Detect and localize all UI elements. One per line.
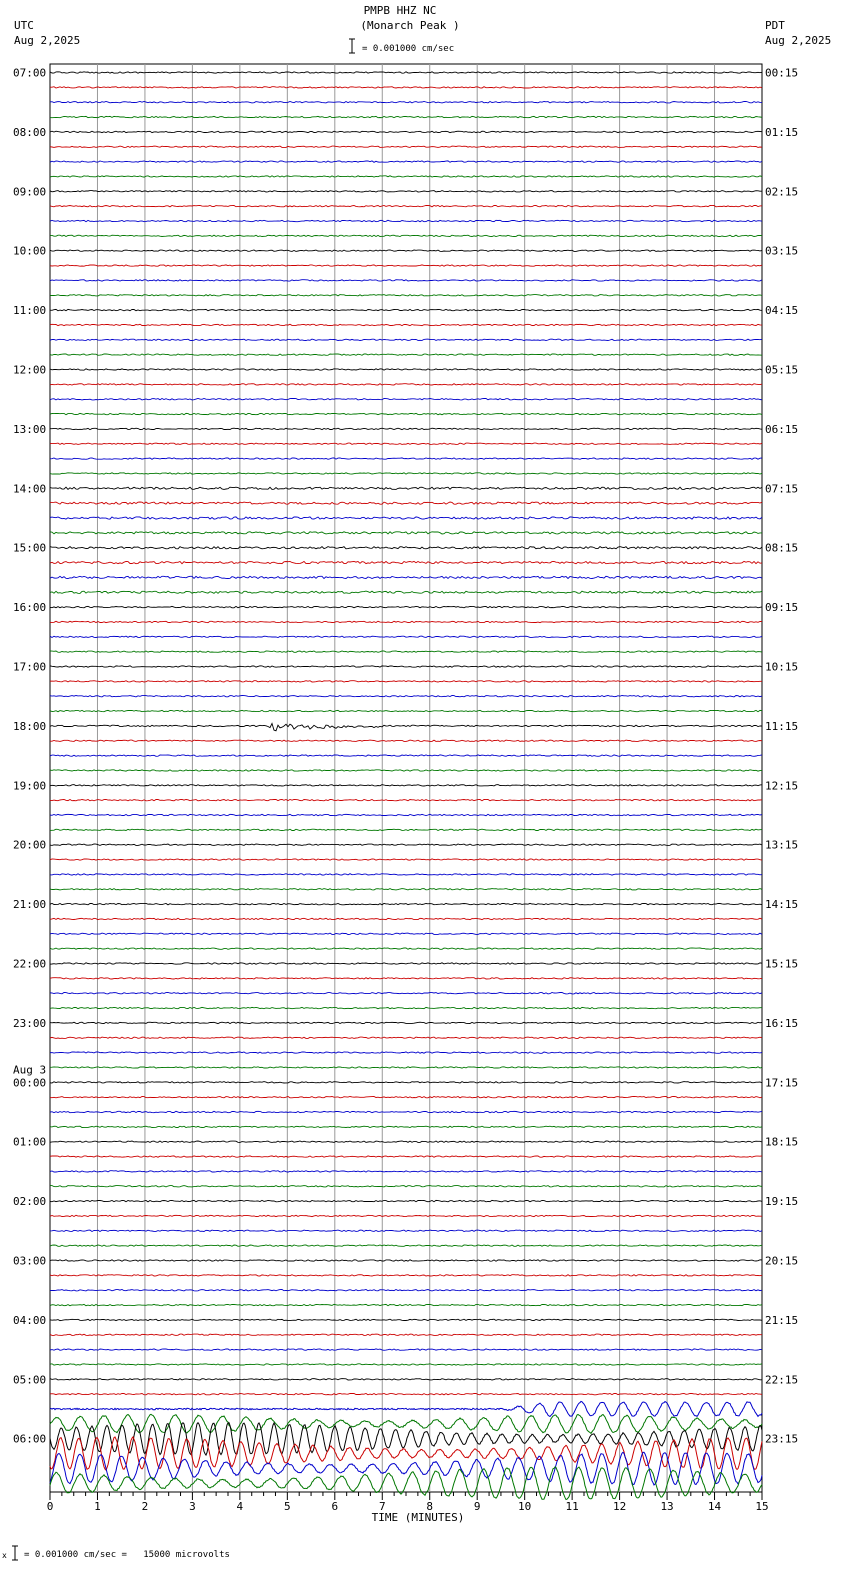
trace-line-41	[50, 681, 762, 682]
x-tick-label: 15	[755, 1500, 769, 1513]
trace-line-82	[50, 1290, 762, 1291]
x-tick-label: 11	[565, 1500, 579, 1513]
trace-line-20	[50, 369, 762, 370]
trace-line-28	[50, 487, 762, 489]
utc-hour-label: 16:00	[13, 601, 47, 615]
trace-line-59	[50, 948, 762, 949]
pdt-hour-label: 05:15	[765, 363, 799, 377]
trace-line-14	[50, 280, 762, 281]
trace-line-49	[50, 800, 762, 801]
trace-line-15	[50, 295, 762, 296]
x-axis-label: TIME (MINUTES)	[371, 1511, 465, 1524]
right-date: Aug 2,2025	[765, 34, 832, 47]
trace-line-30	[50, 517, 762, 519]
trace-line-84	[50, 1319, 762, 1320]
trace-line-6	[50, 161, 762, 162]
x-tick-label: 6	[331, 1500, 339, 1513]
trace-line-58	[50, 933, 762, 934]
trace-line-36	[50, 606, 762, 607]
trace-line-56	[50, 903, 762, 904]
pdt-hour-label: 09:15	[765, 601, 799, 615]
station-location: (Monarch Peak )	[360, 19, 460, 32]
utc-hour-label: 14:00	[13, 482, 47, 496]
left-date: Aug 2,2025	[14, 34, 81, 47]
pdt-hour-label: 11:15	[765, 719, 799, 733]
pdt-hour-label: 23:15	[765, 1432, 799, 1446]
footer-scale-text: = 0.001000 cm/sec = 15000 microvolts	[24, 1550, 230, 1560]
x-tick-label: 7	[378, 1500, 386, 1513]
pdt-hour-label: 00:15	[765, 66, 799, 80]
trace-line-29	[50, 502, 762, 504]
utc-hour-label: 20:00	[13, 838, 47, 852]
trace-line-35	[50, 591, 762, 593]
trace-line-24	[50, 428, 762, 429]
utc-hour-label: 15:00	[13, 541, 47, 555]
trace-line-40	[50, 666, 762, 667]
trace-line-90	[50, 1401, 762, 1416]
trace-line-62	[50, 993, 762, 994]
x-tick-label: 0	[46, 1500, 54, 1513]
pdt-hour-label: 14:15	[765, 898, 799, 912]
trace-line-63	[50, 1007, 762, 1008]
pdt-hour-label: 19:15	[765, 1195, 799, 1209]
utc-hour-label: 08:00	[13, 125, 47, 139]
trace-line-31	[50, 532, 762, 534]
trace-line-3	[50, 116, 762, 117]
trace-line-79	[50, 1245, 762, 1246]
trace-line-47	[50, 770, 762, 771]
trace-line-51	[50, 829, 762, 830]
pdt-hour-label: 02:15	[765, 185, 799, 199]
trace-line-61	[50, 978, 762, 979]
station-title: PMPB HHZ NC	[363, 4, 437, 17]
trace-line-43	[50, 710, 762, 711]
utc-hour-label: 13:00	[13, 422, 47, 436]
trace-line-53	[50, 859, 762, 860]
trace-line-76	[50, 1200, 762, 1201]
left-timezone: UTC	[14, 19, 34, 32]
pdt-hour-label: 03:15	[765, 244, 799, 258]
trace-line-64	[50, 1022, 762, 1023]
trace-line-32	[50, 547, 762, 549]
trace-line-57	[50, 918, 762, 919]
trace-line-25	[50, 443, 762, 444]
trace-line-33	[50, 561, 762, 563]
utc-hour-label: 12:00	[13, 363, 47, 377]
footer-mark: x	[2, 1551, 7, 1560]
trace-line-81	[50, 1275, 762, 1276]
trace-line-78	[50, 1230, 762, 1231]
pdt-hour-label: 16:15	[765, 1016, 799, 1030]
trace-line-18	[50, 339, 762, 340]
trace-line-19	[50, 354, 762, 355]
trace-line-91	[50, 1414, 762, 1433]
pdt-hour-label: 10:15	[765, 660, 799, 674]
pdt-hour-label: 01:15	[765, 125, 799, 139]
utc-hour-label: 19:00	[13, 779, 47, 793]
utc-hour-label: 07:00	[13, 66, 47, 80]
x-tick-label: 14	[707, 1500, 722, 1513]
utc-hour-label: 10:00	[13, 244, 47, 258]
trace-line-44	[50, 724, 762, 731]
trace-line-48	[50, 785, 762, 786]
trace-line-60	[50, 963, 762, 964]
trace-line-71	[50, 1126, 762, 1127]
trace-line-80	[50, 1260, 762, 1261]
utc-hour-label: 01:00	[13, 1135, 47, 1149]
trace-line-89	[50, 1394, 762, 1395]
utc-hour-label: 03:00	[13, 1254, 47, 1268]
trace-line-67	[50, 1067, 762, 1068]
trace-line-5	[50, 146, 762, 147]
trace-line-16	[50, 309, 762, 310]
trace-line-69	[50, 1097, 762, 1098]
trace-line-10	[50, 220, 762, 221]
trace-line-37	[50, 621, 762, 622]
trace-line-22	[50, 399, 762, 400]
trace-line-88	[50, 1379, 762, 1380]
utc-hour-label: 22:00	[13, 957, 47, 971]
utc-hour-label: 05:00	[13, 1373, 47, 1387]
trace-line-0	[50, 72, 762, 73]
utc-hour-label: 21:00	[13, 898, 47, 912]
pdt-hour-label: 20:15	[765, 1254, 799, 1268]
trace-line-13	[50, 265, 762, 266]
trace-line-45	[50, 740, 762, 741]
scale-text: = 0.001000 cm/sec	[362, 44, 455, 54]
trace-line-27	[50, 473, 762, 474]
trace-line-87	[50, 1364, 762, 1365]
utc-hour-label: 09:00	[13, 185, 47, 199]
x-tick-label: 5	[284, 1500, 291, 1513]
pdt-hour-label: 06:15	[765, 422, 799, 436]
trace-line-38	[50, 636, 762, 637]
trace-line-52	[50, 844, 762, 845]
pdt-hour-label: 21:15	[765, 1313, 799, 1327]
trace-line-11	[50, 235, 762, 236]
trace-line-26	[50, 458, 762, 459]
trace-line-8	[50, 191, 762, 192]
plot-frame	[50, 64, 762, 1492]
trace-line-21	[50, 384, 762, 385]
trace-line-1	[50, 87, 762, 88]
pdt-hour-label: 17:15	[765, 1076, 799, 1090]
pdt-hour-label: 07:15	[765, 482, 799, 496]
trace-line-83	[50, 1304, 762, 1305]
trace-line-70	[50, 1111, 762, 1112]
trace-line-68	[50, 1082, 762, 1083]
x-tick-label: 2	[141, 1500, 149, 1513]
pdt-hour-label: 12:15	[765, 779, 799, 793]
x-tick-label: 8	[426, 1500, 434, 1513]
trace-line-86	[50, 1349, 762, 1350]
trace-line-50	[50, 814, 762, 815]
x-tick-label: 12	[612, 1500, 627, 1513]
trace-line-12	[50, 250, 762, 251]
trace-line-92	[50, 1423, 762, 1455]
trace-line-4	[50, 131, 762, 132]
x-tick-label: 10	[518, 1500, 532, 1513]
pdt-hour-label: 18:15	[765, 1135, 799, 1149]
utc-hour-label: 00:00	[13, 1076, 47, 1090]
trace-line-54	[50, 874, 762, 875]
x-tick-label: 13	[660, 1500, 674, 1513]
trace-line-2	[50, 102, 762, 103]
utc-hour-label: 23:00	[13, 1016, 47, 1030]
pdt-hour-label: 08:15	[765, 541, 799, 555]
trace-line-77	[50, 1215, 762, 1216]
trace-line-74	[50, 1171, 762, 1172]
trace-line-66	[50, 1052, 762, 1053]
x-tick-label: 1	[94, 1500, 101, 1513]
trace-line-39	[50, 651, 762, 652]
trace-line-23	[50, 413, 762, 414]
trace-line-85	[50, 1334, 762, 1335]
trace-line-65	[50, 1037, 762, 1038]
trace-line-34	[50, 576, 762, 578]
trace-line-17	[50, 324, 762, 325]
trace-line-72	[50, 1141, 762, 1142]
x-tick-label: 9	[473, 1500, 481, 1513]
utc-hour-label: 17:00	[13, 660, 47, 674]
utc-hour-label: 18:00	[13, 719, 47, 733]
pdt-hour-label: 22:15	[765, 1373, 799, 1387]
pdt-hour-label: 13:15	[765, 838, 799, 852]
trace-line-42	[50, 696, 762, 697]
utc-hour-label: 06:00	[13, 1432, 47, 1446]
right-timezone: PDT	[765, 19, 785, 32]
pdt-hour-label: 15:15	[765, 957, 799, 971]
date-change-label: Aug 3	[13, 1063, 47, 1077]
utc-hour-label: 02:00	[13, 1195, 47, 1209]
trace-line-9	[50, 206, 762, 207]
pdt-hour-label: 04:15	[765, 304, 799, 318]
x-tick-label: 4	[236, 1500, 244, 1513]
utc-hour-label: 11:00	[13, 304, 47, 318]
trace-line-7	[50, 176, 762, 177]
trace-line-55	[50, 889, 762, 890]
x-tick-label: 3	[189, 1500, 196, 1513]
trace-line-46	[50, 755, 762, 756]
utc-hour-label: 04:00	[13, 1313, 47, 1327]
trace-line-75	[50, 1186, 762, 1187]
trace-line-73	[50, 1156, 762, 1157]
